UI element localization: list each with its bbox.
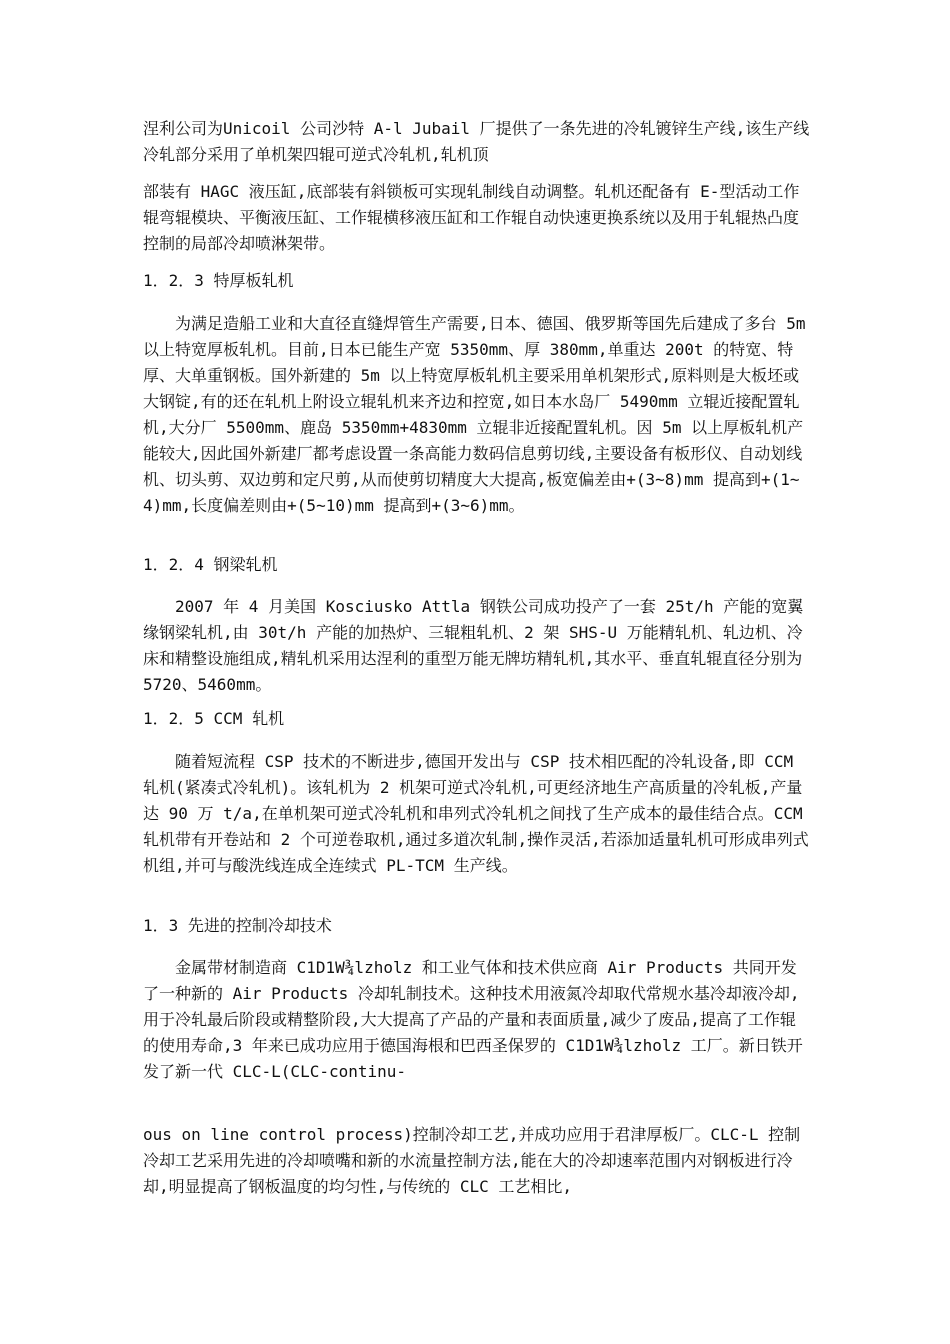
paragraph-cooling-tech: 金属带材制造商 C1D1W¾lzholz 和工业气体和技术供应商 Air Products 共同开发了一种新的 Air Products 冷却轧制技术。这种技术用液氮冷却取代常规水基冷却液冷却,用于冷轧最后阶段或精整阶段,大大提高了产品的产量和表面质量,减少了废品,提高了工作辊的使用寿命,3 年来已成功应用于德国海根和巴西圣保罗的 C1D1W¾lzholz 工厂。新日铁开发了新一代 CLC-L(CLC-continu- — [143, 958, 803, 1081]
paragraph-hagc: 部装有 HAGC 液压缸,底部装有斜锁板可实现轧制线自动调整。轧机还配备有 E-型活动工作辊弯辊模块、平衡液压缸、工作辊横移液压缸和工作辊自动快速更换系统以及用于轧辊热凸度控制的局部冷却喷淋架带。 — [143, 182, 800, 253]
section-heading-1-2-3: 1．2．3 特厚板轧机 — [143, 271, 294, 290]
section-heading-1-2-5: 1．2．5 CCM 轧机 — [143, 709, 285, 728]
paragraph-intro-continued: 涅利公司为Unicoil 公司沙特 A-l Jubail 厂提供了一条先进的冷轧镀锌生产线,该生产线冷轧部分采用了单机架四辊可逆式冷轧机,轧机顶 — [143, 119, 810, 164]
paragraph-ccm-mill: 随着短流程 CSP 技术的不断进步,德国开发出与 CSP 技术相匹配的冷轧设备,即 CCM 轧机(紧凑式冷轧机)。该轧机为 2 机架可逆式冷轧机,可更经济地生产高质量的冷轧板,产量达 90 万 t/a,在单机架可逆式冷轧机和串列式冷轧机之间找了生产成本的最佳结合点。CCM 轧机带有开卷站和 2 个可逆卷取机,通过多道次轧制,操作灵活,若添加适量轧机可形成串列式机组,并可与酸洗线连成全连续式 PL-TCM 生产线。 — [143, 752, 809, 875]
paragraph-beam-mill: 2007 年 4 月美国 Kosciusko Attla 钢铁公司成功投产了一套 25t/h 产能的宽翼缘钢梁轧机,由 30t/h 产能的加热炉、三辊粗轧机、2 架 SHS-U 万能精轧机、轧边机、冷床和精整设施组成,精轧机采用达涅利的重型万能无牌坊精轧机,其水平、垂直轧辊直径分别为 5720、5460mm。 — [143, 597, 804, 694]
section-heading-1-3: 1．3 先进的控制冷却技术 — [143, 916, 332, 935]
section-heading-1-2-4: 1．2．4 钢梁轧机 — [143, 555, 278, 574]
paragraph-clc-l: ous on line control process)控制冷却工艺,并成功应用于君津厚板厂。CLC-L 控制冷却工艺采用先进的冷却喷嘴和新的水流量控制方法,能在大的冷却速率范围内对钢板进行冷却,明显提高了钢板温度的均匀性,与传统的 CLC 工艺相比, — [143, 1125, 801, 1196]
paragraph-heavy-plate: 为满足造船工业和大直径直缝焊管生产需要,日本、德国、俄罗斯等国先后建成了多台 5m 以上特宽厚板轧机。目前,日本已能生产宽 5350mm、厚 380mm,单重达 200t 的特宽、特厚、大单重钢板。国外新建的 5m 以上特宽厚板轧机主要采用单机架形式,原料则是大板坯或大钢锭,有的还在轧机上附设立辊轧机来齐边和控宽,如日本水岛厂 5490mm 立辊近接配置轧机,大分厂 5500mm、鹿岛 5350mm+4830mm 立辊非近接配置轧机。因 5m 以上厚板轧机产能较大,因此国外新建厂都考虑设置一条高能力数码信息剪切线,主要设备有板形仪、自动划线机、切头剪、双边剪和定尺剪,从而使剪切精度大大提高,板宽偏差由+(3~8)mm 提高到+(1~4)mm,长度偏差则由+(5~10)mm 提高到+(3~6)mm。 — [143, 314, 806, 515]
